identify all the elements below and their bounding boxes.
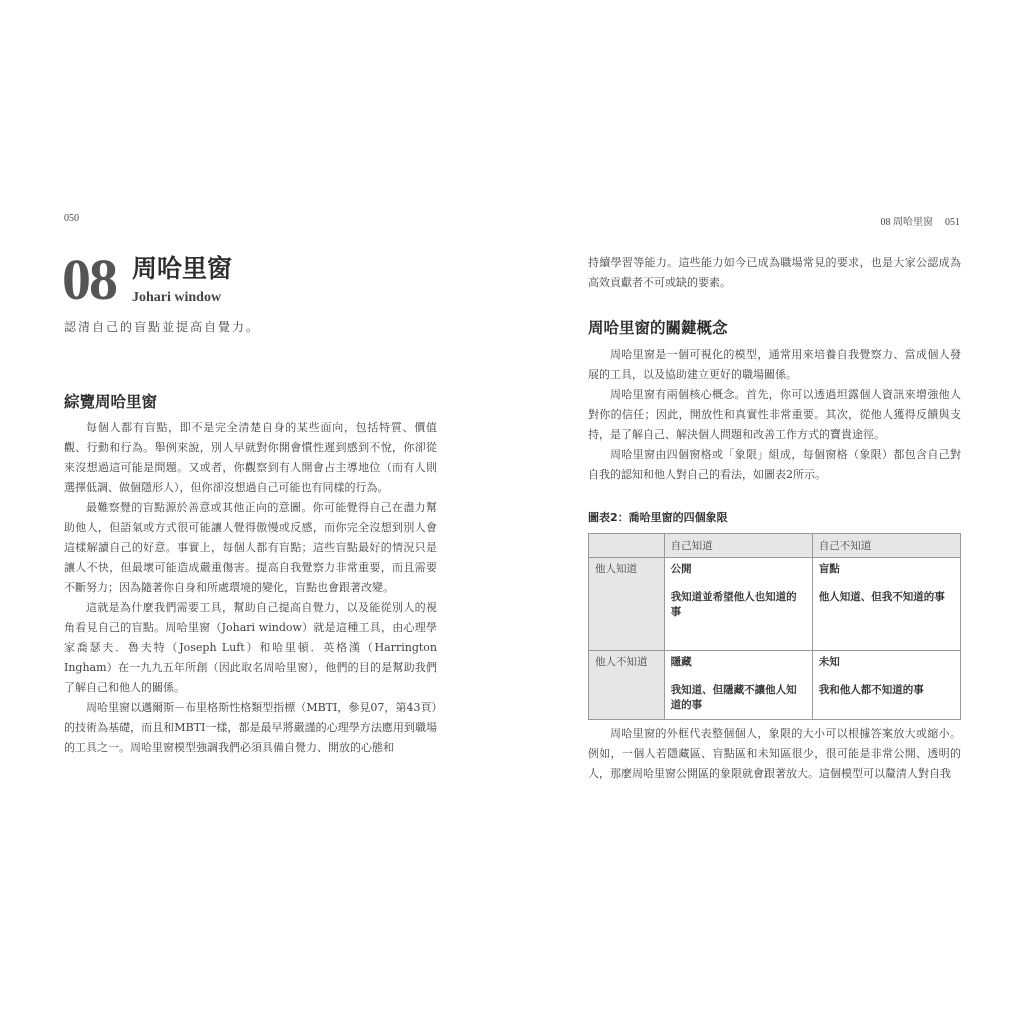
col-header-self-unknown: 自己不知道 xyxy=(812,534,960,558)
quadrant-description: 我知道、但隱藏不讓他人知道的事 xyxy=(670,684,797,711)
quadrant-name: 隱藏 xyxy=(670,656,692,668)
paragraph: 周哈里窗是一個可視化的模型，通常用來培養自我覺察力、當成個人發展的工具，以及協助建立更好的職場關係。 xyxy=(588,348,961,381)
quadrant-hidden xyxy=(664,651,812,720)
row-header-others-known: 他人知道 xyxy=(589,558,665,651)
closing-body xyxy=(588,724,961,784)
quadrant-unknown xyxy=(812,651,960,720)
table-row xyxy=(589,651,961,720)
page-number-right: 051 xyxy=(945,217,960,228)
quadrant-blind xyxy=(812,558,960,651)
table-row xyxy=(589,558,961,651)
continuation-text xyxy=(588,253,961,293)
paragraph: 每個人都有盲點，即不是完全清楚自身的某些面向，包括特質、價值觀、行動和行為。舉例來說，別人早就對你開會慣性遲到感到不悅，你卻從來沒想過這可能是問題。又或者，你觀察到有人開會占主導地位（而有人則選擇低調、做個隱形人），但你卻沒想過自己可能也有同樣的行為。 xyxy=(64,421,437,494)
quadrant-name: 盲點 xyxy=(818,563,840,575)
quadrant-name: 未知 xyxy=(818,656,840,668)
table-corner-cell xyxy=(589,534,665,558)
chapter-title: 周哈里窗 xyxy=(132,254,233,283)
row-header-others-unknown: 他人不知道 xyxy=(589,651,665,720)
paragraph: 最難察覺的盲點源於善意或其他正向的意圖。你可能覺得自己在盡力幫助他人，但語氣或方式很可能讓人覺得傲慢或反感，而你完全沒想到別人會這樣解讀自己的好意。事實上，每個人都有盲點；這些盲點最好的情況只是讓人不快，但最壞可能造成嚴重傷害。提高自我覺察力非常重要，而且需要不斷努力；因為隨著你自身和所處環境的變化，盲點也會跟著改變。 xyxy=(64,501,437,594)
quadrant-description: 我知道並希望他人也知道的事 xyxy=(670,591,797,618)
paragraph: 周哈里窗有兩個核心概念。首先，你可以透過坦露個人資訊來增強他人對你的信任；因此，開放性和真實性非常重要。其次，從他人獲得反饋與支持，是了解自己、解決個人問題和改善工作方式的寶貴途徑。 xyxy=(588,388,961,441)
paragraph: 持續學習等能力。這些能力如今已成為職場常見的要求，也是大家公認成為高效貢獻者不可或缺的要素。 xyxy=(588,256,961,289)
paragraph: 周哈里窗以邁爾斯－布里格斯性格類型指標（MBTI，參見07，第43頁）的技術為基礎，而且和MBTI一樣，都是最早將嚴謹的心理學方法應用到職場的工具之一。周哈里窗模型強調我們必須具備自覺力、開放的心態和 xyxy=(64,701,437,754)
paragraph: 周哈里窗由四個窗格或「象限」組成，每個窗格（象限）都包含自己對自我的認知和他人對自己的看法，如圖表2所示。 xyxy=(588,448,961,481)
johari-quadrant-table xyxy=(588,533,961,720)
page-number-left: 050 xyxy=(64,213,79,224)
chapter-title-english: Johari window xyxy=(132,290,222,305)
quadrant-description: 他人知道、但我不知道的事 xyxy=(818,591,945,603)
section-heading-overview: 綜覽周哈里窗 xyxy=(64,392,158,411)
running-head xyxy=(881,213,961,228)
quadrant-name: 公開 xyxy=(670,563,692,575)
section-heading-key-concepts: 周哈里窗的關鍵概念 xyxy=(588,318,728,337)
key-concepts-body xyxy=(588,345,961,485)
figure-caption: 圖表2：喬哈里窗的四個象限 xyxy=(588,511,728,524)
chapter-tagline: 認清自己的盲點並提高自覺力。 xyxy=(64,320,261,334)
quadrant-description: 我和他人都不知道的事 xyxy=(818,684,924,696)
paragraph: 周哈里窗的外框代表整個個人，象限的大小可以根據答案放大或縮小。例如，一個人若隱藏區、盲點區和未知區很少，很可能是非常公開、透明的人，那麼周哈里窗公開區的象限就會跟著放大。這個模型可以釐清人對自我 xyxy=(588,727,961,780)
quadrant-open xyxy=(664,558,812,651)
paragraph: 這就是為什麼我們需要工具，幫助自己提高自覺力，以及能從別人的視角看見自己的盲點。周哈里窗（Johari window）就是這種工具，由心理學家喬瑟夫．魯夫特（Joseph Luft）和哈里頓．英格漢（Harrington Ingham）在一九九五年所創（因此取名周哈里窗），他們的目的是幫助我們了解自己和他人的關係。 xyxy=(64,601,437,694)
table-header-row xyxy=(589,534,961,558)
running-head-title: 08 周哈里窗 xyxy=(880,217,933,228)
chapter-number: 08 xyxy=(62,247,116,312)
overview-body xyxy=(64,418,437,758)
col-header-self-known: 自己知道 xyxy=(664,534,812,558)
